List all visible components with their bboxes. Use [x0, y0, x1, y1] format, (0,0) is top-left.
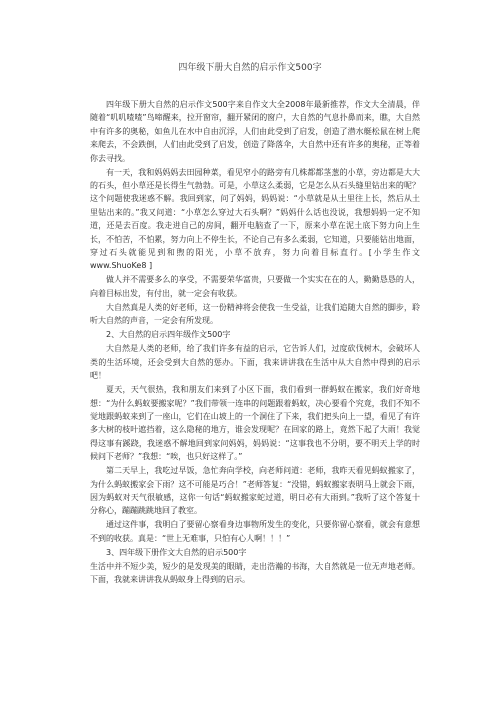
document-title: 四年级下册大自然的启示作文500字 — [178, 63, 322, 73]
paragraph: 大自然是人类的老师，给了我们许多有益的启示，它告诉人们，过度砍伐树木，会破坏人类的生活环境，还会受到大自然的惩办。下面，我来讲讲我在生活中从大自然中得到的启示吧！ — [90, 344, 420, 381]
paragraph: 做人并不需要多么的享受，不需要荣华富贵，只要做一个实实在在的人，勤勤恳恳的人，向着目标出发，有付出，就一定会有收获。 — [90, 275, 420, 298]
paragraph: 有一天，我和妈妈妈去田园种菜，看见窄小的路旁有几株都都茎葱的小草，旁边都是大大的石头，但小草还是长得生气勃勃。可是，小草这么柔弱，它是怎么从石头缝里钻出来的呢？这个问题使我迷惑不解。我回到家，问了妈妈，妈妈说：“小草就是从土里往上长，然后从土里钻出来的。”我又问道：“小草怎么穿过大石头啊？”妈妈什么话也没说，我想妈妈一定不知道，还是去百度。我走进自己的房间，翻开电脑查了一下，原来小草在泥土底下努力向上生长，不怕苦，不怕累，努力向上不停生长，不论自己有多么柔弱，它知道，只要能钻出地面，穿过石头就能见到和煦的阳光，小草不放弃，努力向着目标直行。[小学生作文 www.ShuoKe8 ] — [90, 167, 420, 271]
paragraph: 夏天，天气很热，我和朋友们来到了小区下面，我们看到一群蚂蚁在搬家，我们好奇地想：“为什么蚂蚁要搬家呢？”我们带领一连串的问题跟着蚂蚁，决心要看个究竟，我们不知不觉地跟蚂蚁来到了一座山，它们在山坡上的一个洞住了下来，我们把头向上一望，看见了有许多大树的枝叶遮挡着，这么隐秘的地方，谁会发现呢？在回家的路上，竟然下起了大雨！我觉得这事有蹊跷，我迷惑不解地回到家问妈妈，妈妈说：“这事我也不分明，要不明天上学的时候问下老师？”我想：“唉，也只好这样了。” — [90, 385, 420, 462]
section-heading: 3、四年级下册作文大自然的启示500字 — [106, 547, 247, 557]
paragraph: 四年级下册大自然的启示作文500字来自作文大全2008年最新推荐，作文大全清晨，伴随着“叽叽喳喳”鸟啼醒来，拉开窗帘，翻开紧闭的窗户，大自然的气息扑鼻而来，瞧，大自然中有许多的奥秘，如鱼儿在水中自由沉浮，人们由此受到了启发，创造了潜水艇松鼠在树上爬来爬去，不会跌倒，人们由此受到了启发，创造了降落伞，大自然中还有许多的奥秘，正等着你去寻找。 — [90, 100, 420, 163]
paragraph: 生活中并不短少美，短少的是发现美的眼睛，走出浩瀚的书海，大自然就是一位无声地老师。下面，我就来讲讲我从蚂蚁身上得到的启示。 — [90, 561, 420, 585]
paragraph: 大自然真是人类的好老师，这一份精神将会使我一生受益，让我们追随大自然的脚步，聆听大自然的声音，一定会有所发现。 — [90, 302, 420, 326]
section-heading: 2、大自然的启示四年级作文500字 — [106, 330, 231, 340]
paragraph: 通过这件事，我明白了要留心察看身边事物所发生的变化，只要你留心察看，就会有意想不到的收获。真是：“世上无难事，只怕有心人啊！！！” — [90, 520, 420, 543]
document-body — [90, 98, 420, 587]
paragraph: 第二天早上，我吃过早饭，急忙奔向学校，向老师问道：老师，我昨天看见蚂蚁搬家了，为什么蚂蚁搬家会下雨？这不可能是巧合！”老师答复：“没错，蚂蚁搬家表明马上就会下雨，因为蚂蚁对天气很敏感，这你一句话“蚂蚁搬家蛇过道，明日必有大雨到。”我听了这个答复十分称心，蹦蹦跳跳地回了教室。 — [90, 466, 420, 516]
